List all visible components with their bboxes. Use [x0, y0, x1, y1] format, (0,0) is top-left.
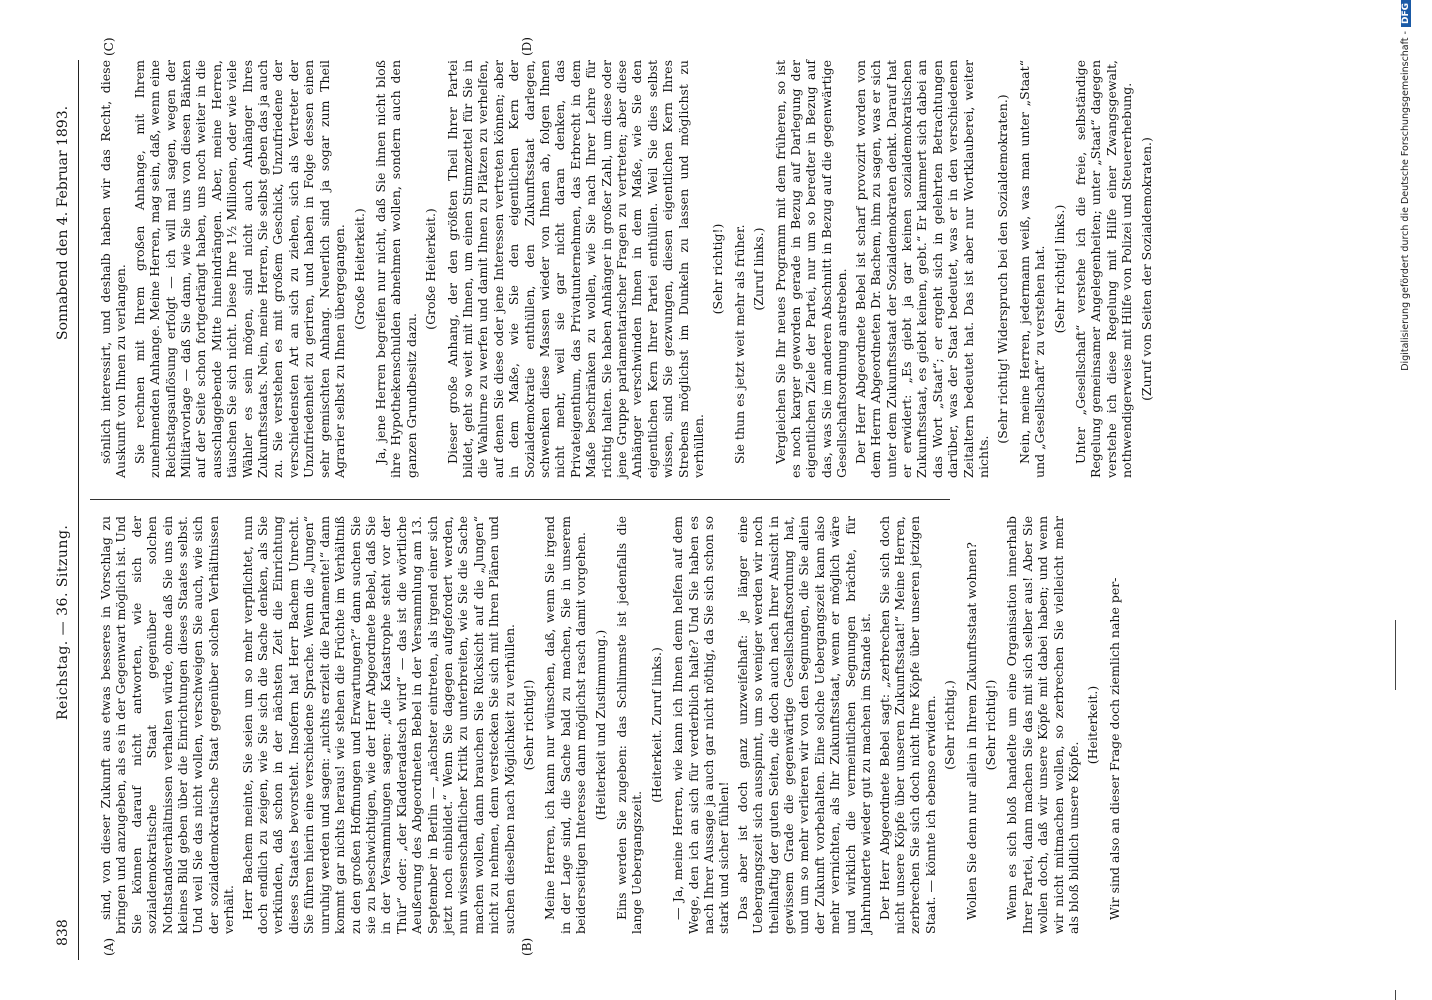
margin-marker-a: (A): [102, 937, 116, 956]
interjection: (Zuruf von Seiten der Sozialdemokraten.): [1138, 137, 1154, 401]
interjection: (Große Heiterkeit.): [351, 208, 367, 330]
interjection: (Zuruf links.): [751, 227, 767, 311]
page-number: 838: [55, 919, 71, 946]
paragraph: Nein, meine Herren, jedermann weiß, was man unter „Staat“ und „Gesellschaft“ zu verstehen hat.: [1016, 60, 1048, 478]
paragraph: Sie thun es jetzt weit mehr als früher.: [731, 224, 747, 464]
paragraph: Sie rechnen mit Ihrem großen Anhange, mit Ihrem zunehmenden Anhange. Meine Herren, mag sein, daß, wenn eine Reichstagsauflösung erfolgt — ich will mal sagen, wegen der Militärvorlage — daß Sie dann, wie Sie uns von diesen Bänken auf der Seite schon fortgedrängt haben, uns noch weiter in die ausschlaggebende Mitte hineindrängen. Aber, meine Herren, täuschen Sie sich nicht. Diese Ihre 1½ Millionen, oder wie viele Wähler es sein mögen, sind nicht auch Anhänger Ihres Zukunftsstaats. Nein, meine Herren, Sie selbst geben das ja auch zu. Sie verstehen es mit großem Geschick, Unzufriedene der verschiedensten Art an sich zu ziehen, sich als Vertreter der Unzufriedenheit zu geriren, und haben in Folge dessen einen sehr gemischten Anhang. Neuerlich sind ja sogar zum Theil Agrarier selbst zu Ihnen übergegangen.: [131, 60, 348, 478]
paragraph: Das aber ist doch ganz unzweifelhaft: je länger eine Uebergangszeit sich ausspinnt, um so weniger werden wir noch theilhaftig der guten Seiten, die doch auch nach Ihrer Ansicht in gewissem Grade die gegenwärtige Gesellschaftsordnung hat, und um so mehr verlieren wir von den Segnungen, die Sie allein der Zukunft vorbehalten. Eine solche Uebergangszeit kann also mehr vernichten, als Ihr Zukunftsstaat, wenn er möglich wäre und wirklich die vermeintlichen Segnungen brächte, für Jahrhunderte wieder gut zu machen im Stande ist.: [734, 516, 874, 934]
credit-text: Digitalisierung gefördert durch die Deutsche Forschungsgemeinschaft -: [1400, 31, 1411, 371]
scan-edge-mark: [1395, 620, 1396, 690]
interjection: (Sehr richtig! Widerspruch bei den Sozialdemokraten.): [995, 94, 1011, 444]
paragraph: Meine Herren, ich kann nur wünschen, daß, wenn Sie irgend in der Lage sind, die Sache bald zu machen, Sie in unserem beiderseitigen Interesse dann möglichst rasch damit vorgehen.: [542, 516, 589, 934]
session-title: Reichstag. — 36. Sitzung.: [55, 524, 71, 720]
paragraph: — Ja, meine Herren, wie kann ich Ihnen denn helfen auf dem Wege, den ich an sich für verderblich halte? Und Sie haben es nach Ihrer Aussage ja auch gar nicht nöthig, da Sie sich schon so stark und sicher fühlen!: [670, 516, 732, 934]
dfg-logo: DFG: [1401, 0, 1411, 27]
interjection: (Sehr richtig!): [710, 223, 726, 315]
interjection: (Sehr richtig.): [942, 680, 958, 770]
paragraph: Dieser große Anhang, der den größten Theil Ihrer Partei bildet, geht so weit mit Ihnen, um einen Stimmzettel für Sie in die Wahlurne zu werfen und damit Ihnen zu Plätzen zu verhelfen, auf denen Sie diese oder jene Interessen vertreten können; aber in dem Maße, wie Sie den eigentlichen Kern der Sozialdemokratie enthüllen, den Zukunftsstaat darlegen, schwenken diese Massen wieder von Ihnen ab, folgen Ihnen nicht mehr, weil sie gar nicht daran denken, das Privateigenthum, das Privatunternehmen, das Erbrecht in dem Maße beschränken zu wollen, wie Sie nach Ihrer Lehre für richtig halten. Sie haben Anhänger in großer Zahl, um diese oder jene Gruppe parlamentarischer Fragen zu vertreten; aber diese Anhänger verschwinden Ihnen in dem Maße, wie Sie den eigentlichen Kern Ihrer Partei enthüllen. Weil Sie dies selbst wissen, sind Sie gezwungen, diesen eigentlichen Kern Ihres Strebens möglichst im Dunkeln zu lassen und möglichst zu verhüllen.: [444, 60, 707, 478]
paragraph: Eins werden Sie zugeben: das Schlimmste ist jedenfalls die lange Uebergangszeit.: [614, 516, 645, 934]
margin-marker-c: (C): [102, 37, 116, 56]
interjection: (Heiterkeit und Zustimmung.): [592, 629, 608, 821]
interjection: (Sehr richtig!): [520, 679, 536, 771]
interjection: (Heiterkeit.): [1085, 685, 1101, 765]
paragraph: Wollen Sie denn nur allein in Ihrem Zukunftsstaat wohnen?: [963, 542, 979, 920]
paragraph: Wenn es sich bloß handelte um eine Organisation innerhalb Ihrer Partei, dann machen Sie das mit sich selber aus! Aber Sie wollen doch, daß wir unsere Köpfe mit dabei haben; und wenn wir nicht mitmachen wollen, so zerbrechen Sie vielleicht mehr als bloß bildlich unsere Köpfe.: [1004, 516, 1081, 934]
paragraph: Der Herr Abgeordnete Bebel sagt: „zerbrechen Sie sich doch nicht unsere Köpfe über unseren Zukunftsstaat!“ Meine Herren, zerbrechen Sie sich doch nicht Ihre Köpfe über unseren jetzigen Staat. — könnte ich ebenso erwidern.: [876, 516, 938, 934]
page-header: [55, 60, 77, 960]
paragraph: sind, von dieser Zukunft aus etwas besseres in Vorschlag zu bringen und anzugeben, als es in der Gegenwart möglich ist. Und Sie können darauf nicht antworten, wie sich der sozialdemokratische Staat gegenüber solchen Nothstandsverhältnissen verhalten würde, ohne daß Sie uns ein kleines Bild geben über die Einrichtungen dieses Staates selbst. Und weil Sie das nicht wollen, verschweigen Sie auch, wie sich der sozialdemokratische Staat gegenüber solchen Verhältnissen verhält.: [98, 516, 237, 934]
interjection: (Heiterkeit. Zuruf links.): [648, 647, 664, 803]
paragraph: Wir sind also an dieser Frage doch ziemlich nahe per-: [1106, 577, 1122, 920]
interjection: (Sehr richtig!): [982, 679, 998, 771]
paragraph: Der Herr Abgeordnete Bebel ist scharf provozirt worden von dem Herrn Abgeordneten Dr. Bachem, ihm zu sagen, was er sich unter dem Zukunftsstaat der Sozialdemokraten denkt. Darauf hat er erwidert: „Es giebt ja gar keinen sozialdemokratischen Zukunftsstaat, es giebt keinen, gebt.“ Er klammert sich dabei an das Wort „Staat“; er ergeht sich in gelehrten Betrachtungen darüber, was der Staat bedeutet, was er in den verschiedenen Zeitaltern bedeutet hat. Das ist aber nur Wortklauberei, weiter nichts.: [852, 60, 991, 478]
paragraph: Herr Bachem meinte, Sie seien um so mehr verpflichtet, nun doch endlich zu zeigen, wie Sie sich die Sache denken, als Sie verkünden, daß schon in der nächsten Zeit die Einrichtung dieses Staates bevorsteht. Insofern hat Herr Bachem Unrecht. Sie führen hierin eine verschiedene Sprache. Wenn die „Jungen“ unruhig werden und sagen: „nichts erzielt die Parlamente!“ dann kommt gar nichts heraus! wie stehen die Früchte im Verhältniß zu den großen Hoffnungen und Erwartungen?“ dann suchen Sie sie zu beschwichtigen, wie der Herr Abgeordnete Bebel, daß Sie in der Versammlungen sagen: „die Katastrophe steht vor der Thür“ oder: „der Kladderadatsch wird“ — das ist die wörtliche Aeußerung des Abgeordneten Bebel in der Versammlung am 13. September in Berlin — „nächster eintreten, als irgend einer sich jetzt noch einbildet.“ Wenn Sie dagegen aufgefordert werden, nun wissenschaftlicher Kritik zu unterbreiten, wie Sie die Sache machen wollen, dann brauchen Sie Rücksicht auf die „Jungen“ nicht zu nehmen, denn verstecken Sie sich mit Ihren Plänen und suchen dieselben nach Möglichkeit zu verhüllen.: [239, 516, 517, 934]
column-divider: [90, 499, 950, 500]
paragraph: Ja, jene Herren begreifen nur nicht, daß Sie ihnen nicht bloß ihre Hypothekenschulden abnehmen wollen, sondern auch den ganzen Grundbesitz dazu.: [372, 60, 419, 478]
paragraph: sönlich interessirt, und deshalb haben wir das Recht, diese Auskunft von Ihnen zu verlangen.: [98, 60, 129, 478]
interjection: (Sehr richtig! links.): [1051, 204, 1067, 334]
right-column: [98, 60, 1154, 478]
interjection: (Große Heiterkeit.): [423, 208, 439, 330]
left-column: [98, 516, 1122, 934]
paragraph: Unter „Gesellschaft“ verstehe ich die freie, selbständige Regelung gemeinsamer Angelegenheiten; unter „Staat“ dagegen verstehe ich diese Regelung mit Hilfe einer Zwangsgewalt, nothwendigerweise mit Hilfe von Polizei und Steuererhebung.: [1072, 60, 1135, 478]
session-date: Sonnabend den 4. Februar 1893.: [55, 105, 71, 340]
header-rule: [78, 60, 79, 960]
paragraph: Vergleichen Sie Ihr neues Programm mit dem früheren, so ist es noch karger geworden gerade in Bezug auf Darlegung der eigentlichen Ziele der Partei, nur um so beredter in Bezug auf das, was Sie im anderen Abschnitt in Bezug auf die gegenwärtige Gesellschaftsordnung anstreben.: [772, 60, 850, 478]
margin-marker-d: (D): [520, 37, 534, 56]
margin-marker-b: (B): [520, 937, 534, 956]
scan-edge-mark: [1395, 990, 1396, 1000]
digitization-credit: [1400, 0, 1411, 1000]
